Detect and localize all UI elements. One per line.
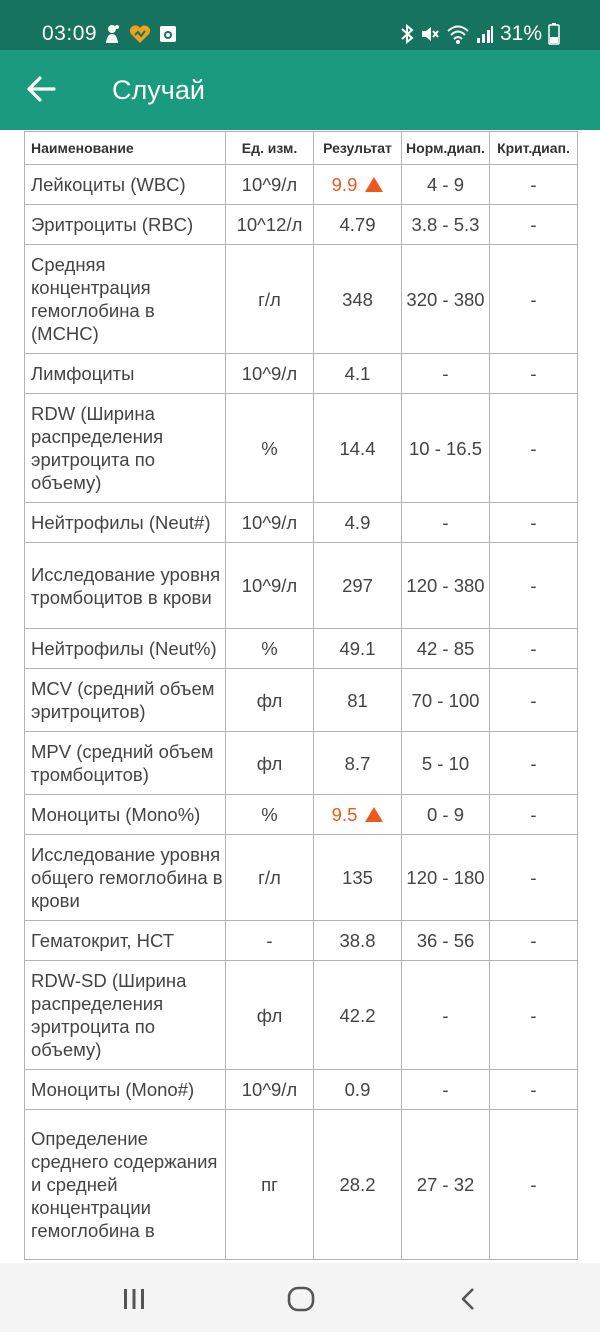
cell-name: Средняя концентрация гемоглобина в (MCHC) [25,245,226,354]
result-value: 9.9 [331,174,358,195]
results-scroll-area[interactable] [0,130,600,1263]
header-name: Наименование [25,132,226,165]
cell-norm-range: 36 - 56 [402,921,490,961]
home-icon[interactable] [287,1286,315,1312]
cell-unit: % [226,394,314,503]
cell-result [314,795,402,835]
table-row [25,543,578,629]
table-row [25,961,578,1070]
navigation-bar [0,1263,600,1332]
cell-crit-range: - [490,835,578,921]
cell-unit: % [226,795,314,835]
result-value: 81 [347,689,368,711]
cell-crit-range: - [490,629,578,669]
result-value: 297 [342,575,373,596]
cell-norm-range: - [402,1070,490,1110]
result-value: 4.9 [344,512,371,533]
cell-crit-range: - [490,503,578,543]
cell-crit-range: - [490,795,578,835]
cell-norm-range: - [402,503,490,543]
recents-icon[interactable] [122,1288,146,1310]
cell-name: MCV (средний объем эритроцитов) [25,669,226,732]
cell-result [314,543,402,629]
table-row [25,354,578,394]
table-row [25,205,578,245]
camera-app-icon [159,25,177,43]
cell-name: Эритроциты (RBC) [25,205,226,245]
cell-norm-range: 320 - 380 [402,245,490,354]
high-flag-icon [365,177,383,192]
heart-app-icon [129,24,151,44]
table-row [25,835,578,921]
cell-unit: 10^9/л [226,165,314,205]
cell-result [314,921,402,961]
header-result: Результат [314,132,402,165]
notification-app-icon [103,23,121,45]
cell-name: Определение среднего содержания и средней концентрации гемоглобина в [25,1110,226,1260]
cell-unit: 10^9/л [226,503,314,543]
cell-result [314,354,402,394]
result-value: 135 [342,867,373,888]
result-value: 28.2 [339,1174,376,1195]
table-row [25,165,578,205]
status-time: 03:09 [42,22,98,45]
app-bar [0,50,600,130]
cell-norm-range: 4 - 9 [402,165,490,205]
table-row [25,795,578,835]
cell-unit: фл [226,669,314,732]
cell-crit-range: - [490,732,578,795]
battery-percent: 31% [499,22,542,45]
cell-result [314,669,402,732]
header-unit: Ед. изм. [226,132,314,165]
result-value: 9.5 [331,804,358,825]
result-value: 38.8 [339,930,376,951]
cell-norm-range: 10 - 16.5 [402,394,490,503]
cell-result [314,205,402,245]
cell-result [314,629,402,669]
header-norm-range: Норм.диап. [402,132,490,165]
cell-unit: - [226,921,314,961]
table-row [25,394,578,503]
result-value: 8.7 [344,752,371,774]
table-row [25,732,578,795]
wifi-icon [446,24,470,44]
result-flag [332,174,384,195]
cell-name: Лейкоциты (WBC) [25,165,226,205]
signal-icon [476,24,494,44]
cell-result [314,1070,402,1110]
cell-unit: г/л [226,245,314,354]
cell-unit: 10^9/л [226,354,314,394]
result-value: 4.79 [339,214,376,235]
mute-icon [420,24,440,44]
table-row [25,629,578,669]
result-value: 14.4 [339,437,376,459]
cell-crit-range: - [490,205,578,245]
status-bar [0,0,600,50]
cell-norm-range: 0 - 9 [402,795,490,835]
table-row [25,921,578,961]
cell-result [314,1110,402,1260]
cell-name: Исследование уровня общего гемоглобина в крови [25,835,226,921]
table-row [25,245,578,354]
cell-result [314,961,402,1070]
cell-norm-range: 27 - 32 [402,1110,490,1260]
cell-result [314,394,402,503]
cell-unit: пг [226,1110,314,1260]
cell-norm-range: 42 - 85 [402,629,490,669]
result-flag [332,804,384,825]
cell-crit-range: - [490,394,578,503]
cell-name: Лимфоциты [25,354,226,394]
cell-result [314,245,402,354]
table-header-row [25,132,578,165]
table-row [25,503,578,543]
cell-unit: 10^12/л [226,205,314,245]
cell-norm-range: 5 - 10 [402,732,490,795]
cell-name: Моноциты (Mono%) [25,795,226,835]
result-value: 348 [342,288,373,310]
cell-name: Нейтрофилы (Neut#) [25,503,226,543]
header-crit-range: Крит.диап. [490,132,578,165]
back-icon[interactable] [458,1287,478,1311]
status-notification-icons [103,22,177,46]
table-row [25,1110,578,1260]
high-flag-icon [365,807,383,822]
cell-crit-range: - [490,354,578,394]
results-table [24,131,578,1260]
cell-unit: фл [226,961,314,1070]
cell-result [314,165,402,205]
cell-norm-range: 70 - 100 [402,669,490,732]
cell-norm-range: 120 - 180 [402,835,490,921]
cell-unit: 10^9/л [226,1070,314,1110]
result-value: 49.1 [339,638,376,659]
cell-norm-range: 120 - 380 [402,543,490,629]
cell-result [314,732,402,795]
cell-unit: % [226,629,314,669]
cell-norm-range: - [402,961,490,1070]
cell-norm-range: 3.8 - 5.3 [402,205,490,245]
result-value: 42.2 [339,1004,376,1026]
cell-crit-range: - [490,165,578,205]
cell-result [314,835,402,921]
cell-crit-range: - [490,669,578,732]
cell-unit: г/л [226,835,314,921]
cell-name: RDW-SD (Ширина распределения эритроцита по объему) [25,961,226,1070]
cell-result [314,503,402,543]
cell-name: Моноциты (Mono#) [25,1070,226,1110]
cell-name: Нейтрофилы (Neut%) [25,629,226,669]
result-value: 4.1 [344,363,371,384]
cell-crit-range: - [490,961,578,1070]
cell-crit-range: - [490,1070,578,1110]
table-row [25,1070,578,1110]
cell-norm-range: - [402,354,490,394]
battery-icon [548,23,560,45]
cell-unit: фл [226,732,314,795]
cell-unit: 10^9/л [226,543,314,629]
cell-name: MPV (средний объем тромбоцитов) [25,732,226,795]
status-system-icons [400,22,560,46]
cell-crit-range: - [490,1110,578,1260]
cell-crit-range: - [490,921,578,961]
result-value: 0.9 [344,1079,371,1100]
cell-name: Гематокрит, НСТ [25,921,226,961]
table-row [25,669,578,732]
cell-name: Исследование уровня тромбоцитов в крови [25,543,226,629]
bluetooth-icon [400,24,414,44]
back-arrow-icon[interactable] [24,72,58,106]
page-title: Случай [112,75,205,105]
cell-crit-range: - [490,543,578,629]
cell-crit-range: - [490,245,578,354]
cell-name: RDW (Ширина распределения эритроцита по объему) [25,394,226,503]
